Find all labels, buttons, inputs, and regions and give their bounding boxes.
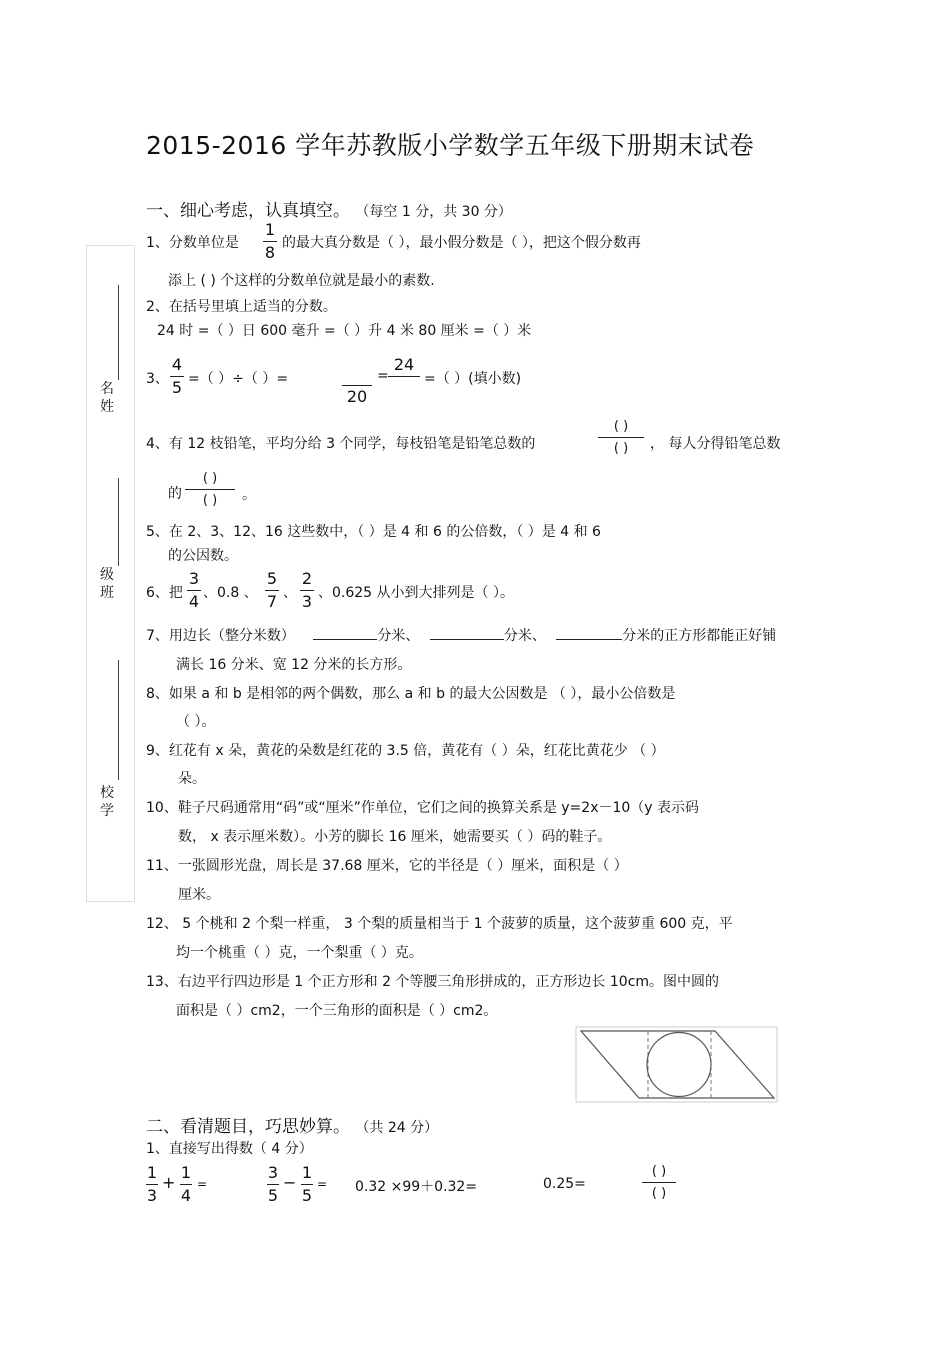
q3-fraction2 [388, 357, 420, 396]
q7-line1: 7、用边长（整分米数） 分米、 分米、 分米的正方形都能正好铺 [146, 625, 776, 645]
q1-text: 的最大真分数是（ ），最小假分数是（ ），把这个假分数再 [282, 235, 641, 251]
q9-line1: 9、红花有 x 朵，黄花的朵数是红花的 3.5 倍，黄花有（ ）朵，红花比黄花少 （ ） [146, 743, 665, 759]
s2q1-d: 0.25= [543, 1176, 586, 1192]
q5-line1: 5、在 2、3、12、16 这些数中，（ ）是 4 和 6 的公倍数，（ ）是 4 和 6 [146, 524, 601, 540]
q7-blank2[interactable] [430, 625, 504, 640]
q3-tail: =（ ）(填小数) [424, 371, 522, 387]
q3-eq2: = [377, 368, 389, 384]
q2-line1: 2、在括号里填上适当的分数。 [146, 299, 337, 315]
q3-blank-fraction [342, 366, 372, 405]
s2q1-b-minus: − [283, 1173, 297, 1192]
class-line [118, 478, 119, 566]
q4-line2: 的 [168, 486, 182, 502]
q3-fraction [170, 357, 184, 396]
q6-fraction3: 2 3 [301, 569, 313, 611]
s2q1-title: 1、直接写出得数（ 4 分） [146, 1141, 313, 1157]
q8-line2: （ ）。 [176, 714, 216, 730]
page-title: 2015-2016 学年苏教版小学数学五年级下册期末试卷 [146, 131, 755, 160]
q1-pre: 1、分数单位是 [146, 235, 239, 251]
q11-line2: 厘米。 [178, 887, 220, 903]
s2q1-a-frac2: 1 4 [180, 1163, 192, 1205]
s2q1-b-eq: = [317, 1177, 328, 1191]
q1-den: 8 [264, 243, 276, 262]
q3-num2: 24 [393, 355, 415, 374]
q2-line2: 24 时 =（ ）日 600 毫升 =（ ）升 4 米 80 厘米 =（ ）米 [157, 323, 532, 339]
q1-num: 1 [264, 220, 276, 239]
s2q1-c: 0.32 ×99＋0.32= [355, 1179, 478, 1195]
q6-sep2: 、 [283, 585, 297, 601]
q7-line2: 满长 16 分米、宽 12 分米的长方形。 [176, 657, 412, 673]
q11-line1: 11、一张圆形光盘，周长是 37.68 厘米，它的半径是（ ）厘米，面积是（ ） [146, 858, 628, 874]
school-line [118, 660, 119, 780]
q12-line2: 均一个桃重（ ）克，一个梨重（ ）克。 [176, 945, 423, 961]
q6-fraction1: 3 4 [188, 569, 200, 611]
section1-heading: 一、细心考虑，认真填空。 [146, 201, 350, 221]
section2-heading: 二、看清题目，巧思妙算。 [146, 1117, 350, 1137]
q6-pre: 6、把 [146, 585, 183, 601]
s2q1-paren-fraction: ( ) ( ) [642, 1165, 676, 1200]
q3-den: 5 [171, 378, 183, 397]
q9-line2: 朵。 [178, 771, 206, 787]
section1-note: （每空 1 分，共 30 分） [355, 204, 512, 220]
parallelogram-shape [581, 1031, 774, 1098]
q7-blank1[interactable] [313, 625, 377, 640]
inscribed-circle [647, 1033, 711, 1097]
q1-fraction [263, 222, 277, 261]
q1-line2: 添上 ( ) 个这样的分数单位就是最小的素数. [168, 273, 435, 289]
section1-title [146, 196, 512, 221]
section2-title [146, 1112, 438, 1137]
q3-blank-den: 20 [342, 385, 372, 405]
school-label: 校 学 [100, 785, 114, 819]
s2q1-a-frac1: 1 3 [146, 1163, 158, 1205]
q4-paren-fraction2: ( ) ( ) [185, 472, 235, 507]
q10-line2: 数， x 表示厘米数）。小芳的脚长 16 厘米，她需要买（ ）码的鞋子。 [178, 829, 612, 845]
q3-num: 4 [171, 355, 183, 374]
q4-line2-end: 。 [242, 487, 256, 503]
q6-fraction2: 5 7 [266, 569, 278, 611]
class-label: 级 班 [100, 567, 114, 601]
q4-paren-fraction: ( ) ( ) [598, 420, 644, 455]
q13-line1: 13、右边平行四边形是 1 个正方形和 2 个等腰三角形拼成的，正方形边长 10cm。图中圆的 [146, 974, 720, 990]
q6-sep1: 、0.8 、 [203, 585, 258, 601]
q4-pre: 4、有 12 枝铅笔，平均分给 3 个同学，每枝铅笔是铅笔总数的 [146, 436, 536, 452]
q8-line1: 8、如果 a 和 b 是相邻的两个偶数，那么 a 和 b 的最大公因数是 （ ），最小公倍数是 [146, 686, 676, 702]
q3-pre: 3、 [146, 371, 169, 387]
q4-mid: ， 每人分得铅笔总数 [650, 436, 781, 452]
q13-line2: 面积是（ ）cm2，一个三角形的面积是（ ）cm2。 [176, 1003, 498, 1019]
q12-line1: 12、 5 个桃和 2 个梨一样重， 3 个梨的质量相当于 1 个菠萝的质量，这个菠萝重 600 克，平 [146, 916, 733, 932]
q7-blank3[interactable] [556, 625, 622, 640]
name-line [118, 285, 119, 380]
s2q1-b-frac1: 3 5 [267, 1163, 279, 1205]
q6-tail: 、0.625 从小到大排列是（ ）。 [318, 585, 514, 601]
name-label: 名 姓 [100, 381, 114, 415]
s2q1-a-eq: = [197, 1177, 208, 1191]
parallelogram-figure [575, 1026, 779, 1104]
s2q1-a-plus: + [162, 1173, 176, 1192]
q5-line2: 的公因数。 [168, 548, 238, 564]
q10-line1: 10、鞋子尺码通常用“码”或“厘米”作单位，它们之间的换算关系是 y=2x－10（y 表示码 [146, 800, 700, 816]
s2q1-b-frac2: 1 5 [301, 1163, 313, 1205]
q3-eq1: =（ ）÷（ ）= [188, 371, 289, 387]
section2-note: （共 24 分） [355, 1120, 439, 1136]
